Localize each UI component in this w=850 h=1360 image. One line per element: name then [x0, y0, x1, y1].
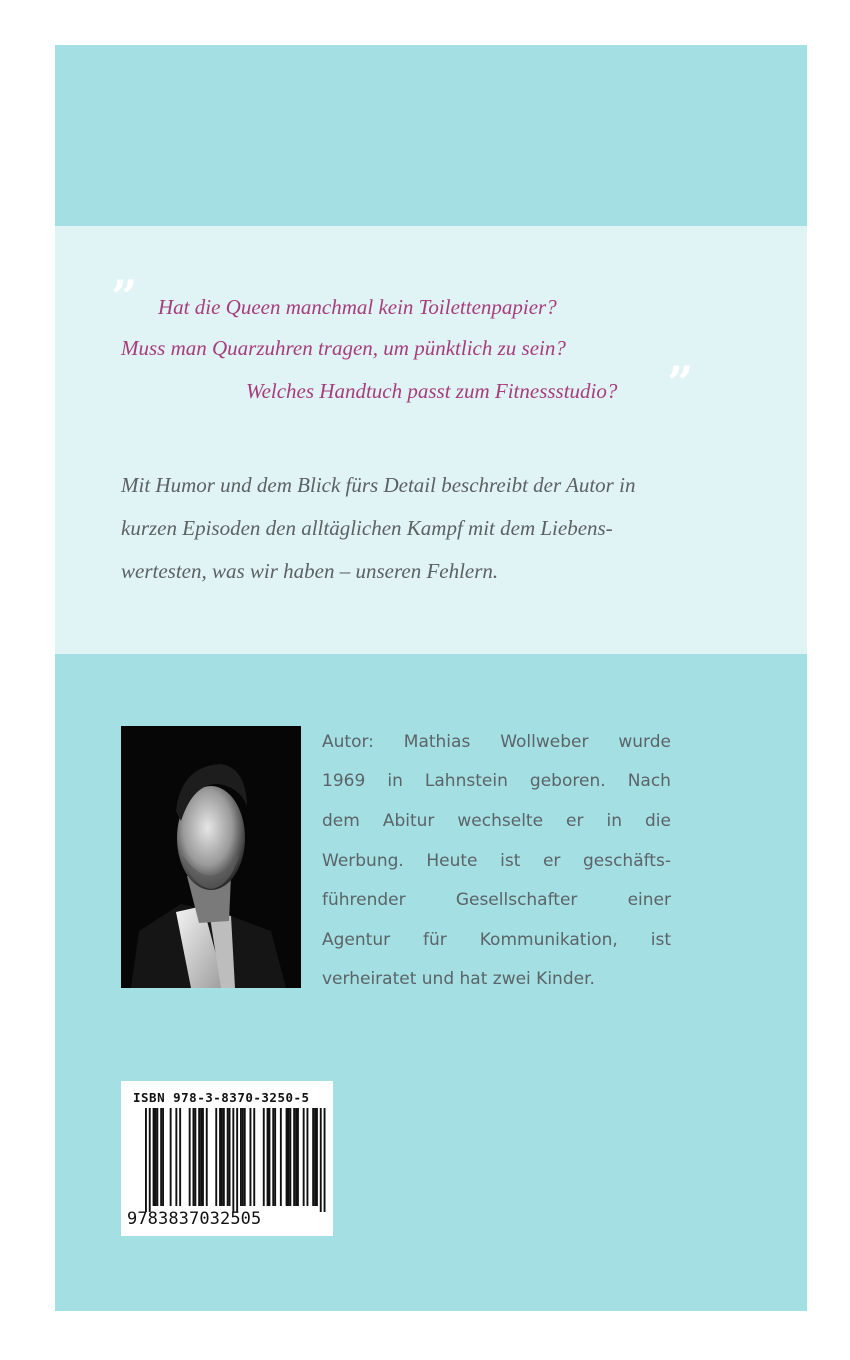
barcode-bar — [194, 1108, 196, 1206]
quote-line: Welches Handtuch passt zum Fitnessstudio? — [246, 379, 618, 403]
bio-word: die — [645, 811, 671, 831]
blurb-line: wertesten, was wir haben – unseren Fehlern. — [121, 559, 499, 583]
barcode-bar — [242, 1108, 244, 1206]
author-bio-line — [322, 853, 671, 870]
barcode-bar — [200, 1108, 202, 1206]
barcode-bar — [153, 1108, 155, 1206]
barcode-bar — [215, 1108, 217, 1206]
barcode-bar — [312, 1108, 314, 1206]
barcode-bar — [307, 1108, 309, 1206]
bio-word: wechselte — [457, 811, 544, 831]
bio-word: in — [387, 771, 403, 791]
barcode-bar — [295, 1108, 297, 1206]
bio-word: geschäfts- — [582, 851, 671, 871]
barcode-bar — [232, 1108, 234, 1212]
bio-word: Mathias — [403, 732, 471, 752]
author-bio-line — [322, 932, 671, 949]
author-bio-line — [322, 971, 671, 988]
barcode-bar — [149, 1108, 151, 1212]
barcode-bar — [160, 1108, 162, 1206]
bio-word: Kommunikation, — [479, 930, 618, 950]
quote-line: Muss man Quarzuhren tragen, um pünktlich zu sein? — [121, 336, 566, 360]
blurb-line: kurzen Episoden den alltäglichen Kampf mit dem Liebens- — [121, 516, 613, 540]
barcode-bar — [244, 1108, 246, 1206]
barcode-bar — [175, 1108, 177, 1206]
barcode-bar — [316, 1108, 318, 1206]
bio-word: verheiratet und hat zwei Kinder. — [322, 969, 595, 989]
barcode-bar — [206, 1108, 208, 1206]
bio-word: dem — [322, 811, 360, 831]
barcode-bar — [240, 1108, 242, 1206]
barcode-bar — [250, 1108, 252, 1206]
barcode-bar — [253, 1108, 255, 1206]
barcode-bar — [272, 1108, 274, 1206]
barcode-bar — [155, 1108, 157, 1206]
isbn-barcode — [121, 1081, 333, 1236]
barcode-bar — [223, 1108, 225, 1206]
bio-word: Heute — [426, 851, 478, 871]
barcode-bar — [221, 1108, 223, 1206]
barcode-bar — [229, 1108, 231, 1206]
barcode-bar — [297, 1108, 299, 1206]
barcode-bar — [320, 1108, 322, 1212]
barcode-bar — [193, 1108, 195, 1206]
bio-word: Abitur — [382, 811, 435, 831]
bio-word: 1969 — [322, 771, 366, 791]
barcode-bar — [314, 1108, 316, 1206]
bio-word: er — [566, 811, 584, 831]
opening-quote-mark: ” — [111, 270, 138, 324]
bio-word: Autor: — [322, 732, 374, 752]
bio-word: Werbung. — [322, 851, 404, 871]
barcode-bar — [145, 1108, 147, 1212]
bio-word: einer — [627, 890, 671, 910]
bio-word: Wollweber — [500, 732, 589, 752]
blurb-line: Mit Humor und dem Blick fürs Detail beschreibt der Autor in — [121, 473, 636, 497]
bio-word: für — [423, 930, 447, 950]
barcode-bar — [227, 1108, 229, 1206]
barcode-bar — [293, 1108, 295, 1206]
bio-word: ist — [500, 851, 521, 871]
barcode-bar — [303, 1108, 305, 1206]
bio-word: wurde — [618, 732, 671, 752]
blurb-band — [55, 226, 807, 654]
barcode-bar — [198, 1108, 200, 1206]
bio-word: führender — [322, 890, 406, 910]
barcode-bar — [288, 1108, 290, 1206]
author-bio-line — [322, 773, 671, 790]
quote-line: Hat die Queen manchmal kein Toilettenpapier? — [158, 295, 557, 319]
barcode-bar — [236, 1108, 238, 1212]
author-bio-line — [322, 734, 671, 751]
barcode-bar — [263, 1108, 265, 1206]
barcode-bar — [274, 1108, 276, 1206]
bio-word: Agentur — [322, 930, 391, 950]
author-bio-line — [322, 813, 671, 830]
bio-word: geboren. — [529, 771, 606, 791]
bio-word: Nach — [627, 771, 671, 791]
author-photo — [121, 726, 301, 988]
bio-word: in — [606, 811, 622, 831]
back-cover — [55, 45, 807, 1311]
bio-word: Lahnstein — [424, 771, 508, 791]
barcode-bar — [162, 1108, 164, 1206]
bio-word: ist — [650, 930, 671, 950]
barcode-bar — [156, 1108, 158, 1206]
barcode-bar — [267, 1108, 269, 1206]
barcode-bar — [269, 1108, 271, 1206]
barcode-bar — [189, 1108, 191, 1206]
barcode-bar — [170, 1108, 172, 1206]
closing-quote-mark: ” — [667, 356, 694, 410]
author-bio-line — [322, 892, 671, 909]
author-portrait-illustration — [121, 726, 301, 988]
ean-digits: 9783837032505 — [127, 1209, 262, 1229]
bio-word: er — [542, 851, 561, 871]
barcode-bar — [324, 1108, 326, 1212]
barcode-bar — [280, 1108, 282, 1206]
barcode-bar — [179, 1108, 181, 1206]
barcode-bar — [202, 1108, 204, 1206]
isbn-label: ISBN 978-3-8370-3250-5 — [133, 1090, 310, 1105]
barcode-bar — [289, 1108, 291, 1206]
bio-word: Gesellschafter — [455, 890, 578, 910]
barcode-bar — [286, 1108, 288, 1206]
barcode-bar — [219, 1108, 221, 1206]
